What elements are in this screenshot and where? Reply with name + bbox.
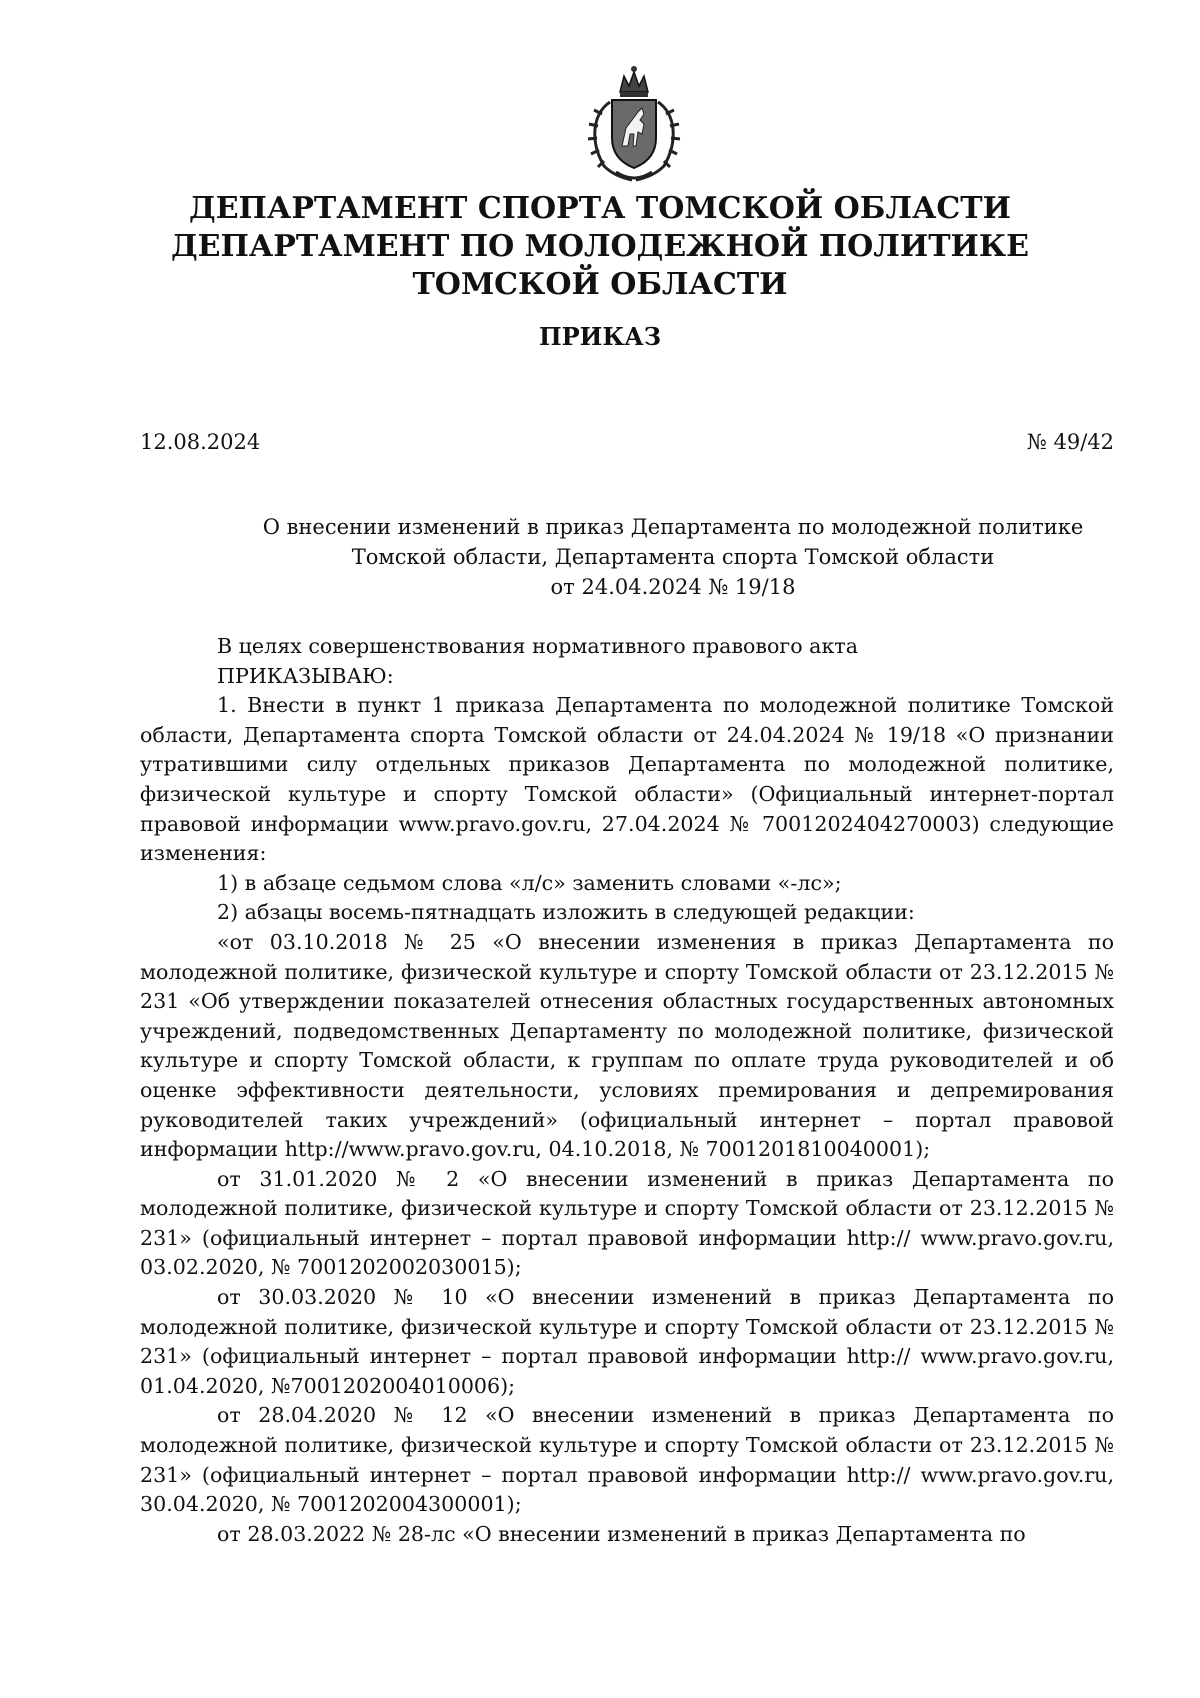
body-paragraph: ПРИКАЗЫВАЮ: xyxy=(217,663,394,688)
document-date: 12.08.2024 xyxy=(140,430,261,454)
subject-line-3: от 24.04.2024 № 19/18 xyxy=(550,575,796,599)
document-type-title: ПРИКАЗ xyxy=(538,322,662,351)
subject-line-1: О внесении изменений в приказ Департамента по молодежной политике xyxy=(262,515,1084,539)
heading-line-3: ТОМСКОЙ ОБЛАСТИ xyxy=(412,267,788,302)
document-body xyxy=(140,632,1114,1549)
body-paragraph: от 31.01.2020 № 2 «О внесении изменений в приказ Департамента по молодежной политике, физической культуре и спорту Томской области от 23.12.2015 № 231» (официальный интернет – портал правовой информации http:// www.pravo.gov.ru, 03.02.2020, № 7001202002030015); xyxy=(140,1166,1114,1280)
body-paragraph: 1. Внести в пункт 1 приказа Департамента по молодежной политике Томской области, Департамента спорта Томской области от 24.04.2024 № 19/18 «О признании утратившими силу отдельных приказов Департамента по молодежной политике, физической культуре и спорту Томской области» (Официальный интернет-портал правовой информации www.pravo.gov.ru, 27.04.2024 № 7001202404270003) следующие изменения: xyxy=(140,693,1114,866)
body-paragraph: 2) абзацы восемь-пятнадцать изложить в следующей редакции: xyxy=(217,900,915,925)
body-paragraph: «от 03.10.2018 № 25 «О внесении изменения в приказ Департамента по молодежной политике, физической культуре и спорту Томской области от 23.12.2015 № 231 «Об утверждении показателей отнесения областных государственных автономных учреждений, подведомственных Департаменту по молодежной политике, физической культуре и спорту Томской области, к группам по оплате труда руководителей и об оценке эффективности деятельности, условиях премирования и депремирования руководителей таких учреждений» (официальный интернет – портал правовой информации http://www.pravo.gov.ru, 04.10.2018, № 7001201810040001); xyxy=(140,929,1114,1162)
heading-line-2: ДЕПАРТАМЕНТ ПО МОЛОДЕЖНОЙ ПОЛИТИКЕ xyxy=(170,229,1030,264)
issuing-authorities-heading xyxy=(0,190,1200,304)
subject-line-2: Томской области, Департамента спорта Томской области xyxy=(351,545,995,569)
body-paragraph: 1) в абзаце седьмом слова «л/с» заменить словами «-лс»; xyxy=(217,870,842,895)
document-subject xyxy=(258,512,1088,602)
document-number: № 49/42 xyxy=(1026,430,1114,454)
coat-of-arms-emblem xyxy=(582,62,686,184)
body-paragraph: В целях совершенствования нормативного правового акта xyxy=(217,634,858,658)
body-paragraph: от 30.03.2020 № 10 «О внесении изменений в приказ Департамента по молодежной политике, физической культуре и спорту Томской области от 23.12.2015 № 231» (официальный интернет – портал правовой информации http:// www.pravo.gov.ru, 01.04.2020, №7001202004010006); xyxy=(140,1285,1114,1398)
body-paragraph: от 28.04.2020 № 12 «О внесении изменений в приказ Департамента по молодежной политике, физической культуре и спорту Томской области от 23.12.2015 № 231» (официальный интернет – портал правовой информации http:// www.pravo.gov.ru, 30.04.2020, № 7001202004300001); xyxy=(140,1403,1114,1517)
body-paragraph: от 28.03.2022 № 28-лс «О внесении изменений в приказ Департамента по xyxy=(217,1521,1026,1546)
heading-line-1: ДЕПАРТАМЕНТ СПОРТА ТОМСКОЙ ОБЛАСТИ xyxy=(189,191,1011,226)
